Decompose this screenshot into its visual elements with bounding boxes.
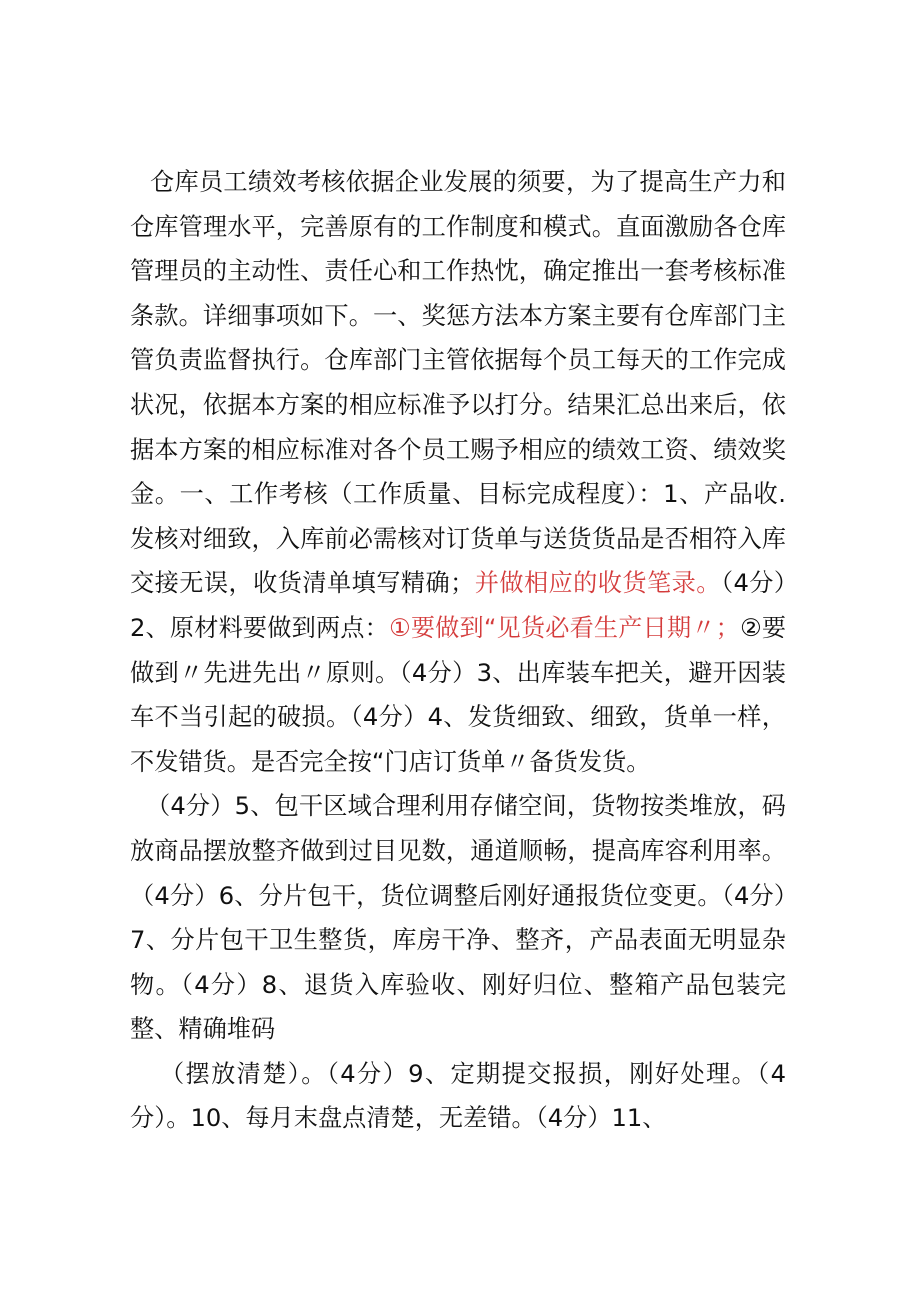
paragraph-1-text-c: ②要做到〃先进先出〃原则。（4分）3、出库装车把关，避开因装车不当引起的破损。（4分）4、发货细致、细致，货单一样，不发错货。是否完全按“门店订货单〃备货发货。 <box>130 613 787 776</box>
paragraph-2: （4分）5、包干区域合理利用存储空间，货物按类堆放，码放商品摆放整齐做到过目见数，通道顺畅，提高库容利用率。（4分）6、分片包干，货位调整后刚好通报货位变更。（4分）7、分片包干卫生整货，库房干净、整齐，产品表面无明显杂物。（4分）8、退货入库验收、刚好归位、整箱产品包装完整、精确堆码 <box>130 792 786 1044</box>
highlight-production-date: ①要做到“见货必看生产日期〃； <box>388 613 740 642</box>
paragraph-1-text-b: （4分）2、原材料要做到两点： <box>130 569 786 642</box>
paragraph-3: （摆放清楚）。（4分）9、定期提交报损，刚好处理。（4分）。10、每月末盘点清楚，无差错。（4分）11、 <box>130 1059 786 1133</box>
document-body <box>130 160 786 1141</box>
highlight-receipt-record: 并做相应的收货笔录。 <box>474 569 721 598</box>
paragraph-1-text-a: 仓库员工绩效考核依据企业发展的须要，为了提高生产力和仓库管理水平，完善原有的工作制度和模式。直面激励各仓库管理员的主动性、责任心和工作热忱，确定推出一套考核标准条款。详细事项如下。一、奖惩方法本方案主要有仓库部门主管负责监督执行。仓库部门主管依据每个员工每天的工作完成状况，依据本方案的相应标准予以打分。结果汇总出来后，依据本方案的相应标准对各个员工赐予相应的绩效工资、绩效奖金。一、工作考核（工作质量、目标完成程度）：1、产品收.发核对细致，入库前必需核对订货单与送货货品是否相符入库交接无误，收货清单填写精确； <box>130 168 786 598</box>
paragraph-1 <box>130 160 786 784</box>
